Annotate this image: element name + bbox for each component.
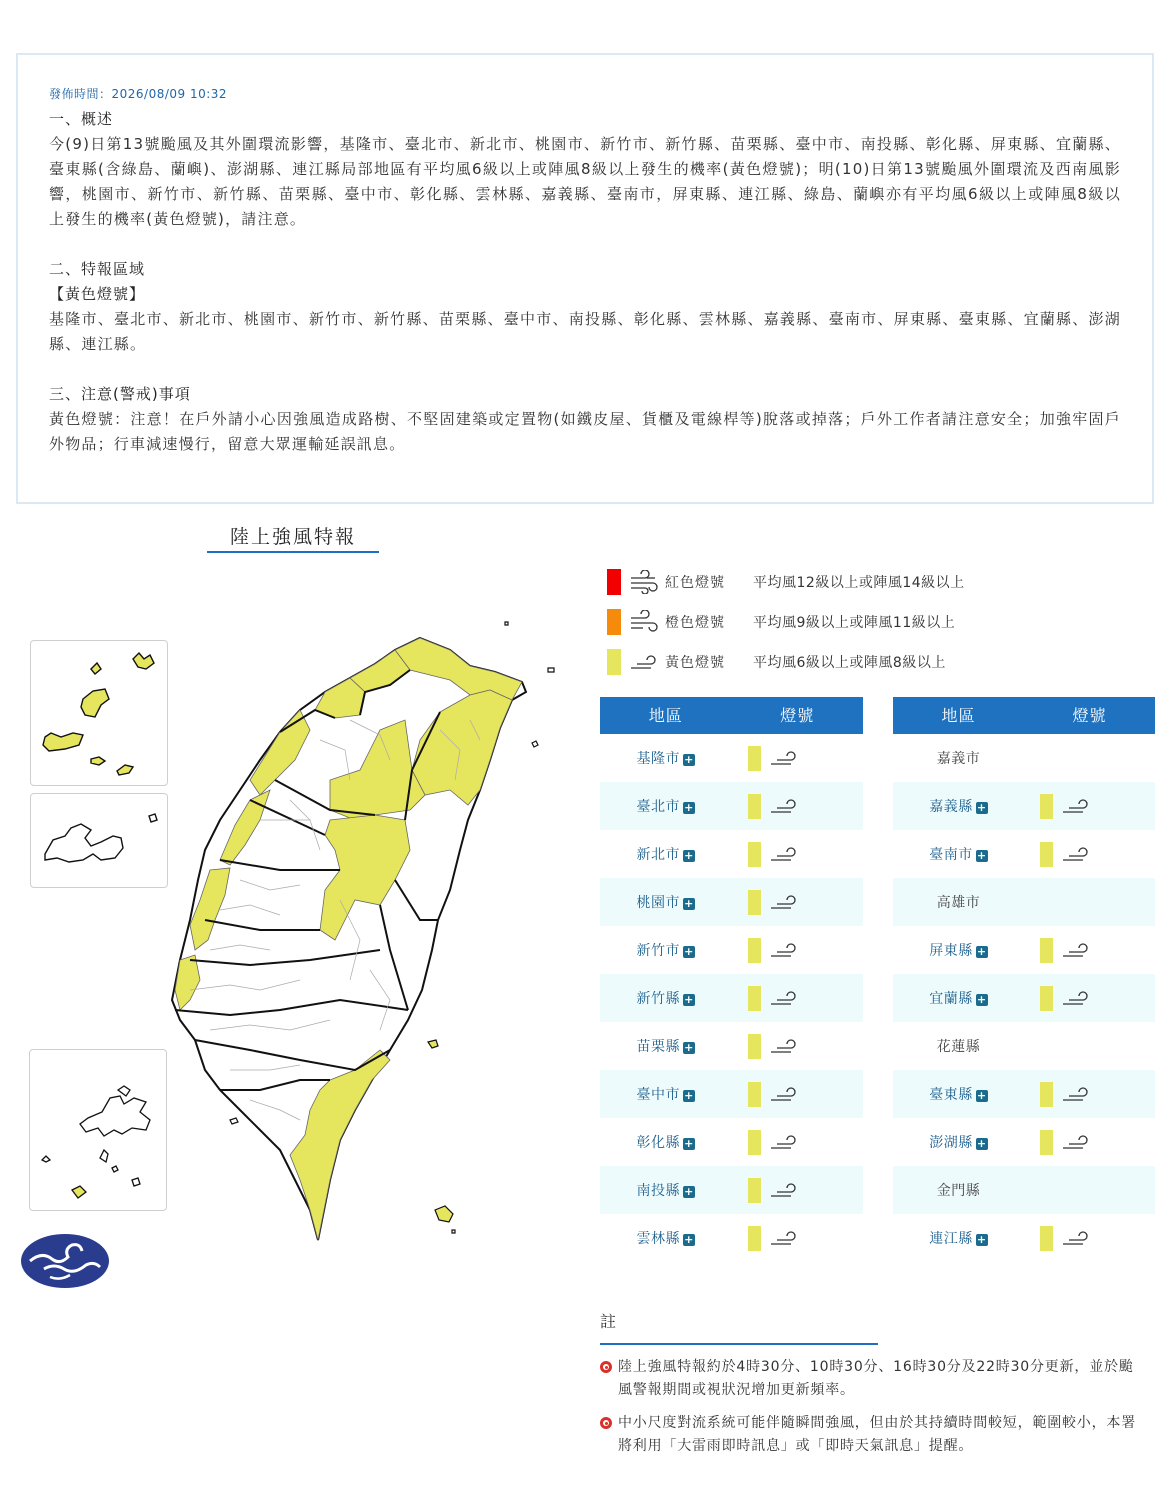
region-label: 嘉義市: [936, 751, 981, 767]
yellow-light-indicator: [1040, 938, 1053, 963]
table-row: [600, 1070, 863, 1118]
region-name[interactable]: [893, 844, 1024, 864]
expand-plus-icon[interactable]: +: [976, 1089, 987, 1102]
precautions-title: 三、注意(警戒)事項: [49, 385, 191, 403]
light-cell: [1024, 794, 1155, 819]
region-name[interactable]: [600, 1180, 732, 1200]
region-label[interactable]: 澎湖縣: [929, 1135, 973, 1151]
region-name[interactable]: [893, 988, 1024, 1008]
orange-swatch: [607, 609, 621, 635]
expand-plus-icon[interactable]: +: [684, 1089, 694, 1102]
legend-yellow-desc: 平均風6級以上或陣風8級以上: [753, 655, 946, 671]
wind-light-icon: [769, 1228, 797, 1248]
expand-plus-icon[interactable]: +: [684, 897, 694, 910]
legend-orange-desc: 平均風9級以上或陣風11級以上: [753, 615, 956, 631]
region-name[interactable]: [893, 1228, 1024, 1248]
notes-list: [600, 1356, 1148, 1468]
region-label[interactable]: 基隆市: [636, 751, 680, 767]
light-cell: [732, 938, 864, 963]
table-row: [893, 1166, 1155, 1214]
wind-light-icon: [769, 940, 797, 960]
wind-light-icon: [1061, 1132, 1089, 1152]
region-label[interactable]: 新北市: [636, 847, 680, 863]
light-cell: [732, 1130, 864, 1155]
yellow-light-indicator: [748, 794, 761, 819]
legend: [607, 562, 1147, 682]
wind-light-icon: [769, 1132, 797, 1152]
region-name[interactable]: [600, 1084, 732, 1104]
light-cell: [1024, 1130, 1155, 1155]
penghu-inset[interactable]: [29, 1049, 167, 1211]
expand-plus-icon[interactable]: +: [976, 849, 987, 862]
expand-plus-icon[interactable]: +: [684, 753, 694, 766]
wind-light-icon: [769, 1084, 797, 1104]
legend-red: [607, 562, 1147, 602]
yellow-light-indicator: [748, 986, 761, 1011]
region-table-left: [600, 697, 863, 1262]
matsu-inset[interactable]: [30, 640, 168, 786]
warning-area-body: 基隆市、臺北市、新北市、桃園市、新竹市、新竹縣、苗栗縣、臺中市、南投縣、彰化縣、雲林縣、嘉義縣、臺南市、屏東縣、臺東縣、宜蘭縣、澎湖縣、連江縣。: [49, 310, 1121, 353]
wind-light-icon: [769, 748, 797, 768]
table-row: [893, 1118, 1155, 1166]
region-label[interactable]: 彰化縣: [636, 1135, 680, 1151]
yellow-light-indicator: [1040, 794, 1053, 819]
region-name[interactable]: [893, 1084, 1024, 1104]
notice-box: [16, 53, 1154, 504]
light-cell: [732, 1034, 864, 1059]
wind-light-icon: [769, 892, 797, 912]
taiwan-main-map: [150, 620, 570, 1260]
legend-orange: [607, 602, 1147, 642]
table-row: [893, 830, 1155, 878]
region-name[interactable]: [893, 796, 1024, 816]
table-row: [893, 1070, 1155, 1118]
header-area: 地區: [648, 706, 683, 725]
yellow-swatch: [607, 649, 621, 675]
region-label[interactable]: 新竹市: [636, 943, 680, 959]
region-name[interactable]: [600, 988, 732, 1008]
legend-red-desc: 平均風12級以上或陣風14級以上: [753, 575, 965, 591]
expand-plus-icon[interactable]: +: [976, 945, 987, 958]
wind-medium-icon: [629, 610, 659, 634]
region-label[interactable]: 宜蘭縣: [929, 991, 973, 1007]
expand-plus-icon[interactable]: +: [976, 993, 987, 1006]
bullet-icon: [600, 1417, 612, 1429]
wind-strong-icon: [629, 570, 659, 594]
region-name[interactable]: [600, 1228, 732, 1248]
legend-red-name: 紅色燈號: [665, 575, 725, 591]
table-row: [893, 878, 1155, 926]
wind-light-icon: [1061, 844, 1089, 864]
taiwan-wind-map: [20, 560, 580, 1290]
region-name[interactable]: [600, 892, 732, 912]
region-name[interactable]: [893, 940, 1024, 960]
legend-yellow: [607, 642, 1147, 682]
publish-time: 發佈時間：2026/08/09 10:32: [49, 87, 228, 101]
light-cell: [732, 986, 864, 1011]
expand-plus-icon[interactable]: +: [684, 849, 694, 862]
region-label[interactable]: 桃園市: [636, 895, 680, 911]
light-cell: [732, 842, 864, 867]
light-cell: [1024, 986, 1155, 1011]
cwa-logo-icon: [20, 1233, 110, 1289]
note-item: [600, 1412, 1148, 1458]
region-label[interactable]: 雲林縣: [636, 1231, 680, 1247]
expand-plus-icon[interactable]: +: [684, 1233, 694, 1246]
yellow-light-indicator: [1040, 1082, 1053, 1107]
table-row: [600, 782, 863, 830]
overview-title: 一、概述: [49, 110, 114, 128]
region-name: [893, 1180, 1024, 1200]
table-row: [600, 1118, 863, 1166]
region-name[interactable]: [600, 748, 732, 768]
note-item: [600, 1356, 1148, 1402]
table-header: [600, 697, 863, 734]
wind-light-icon: [1061, 988, 1089, 1008]
wind-light-icon: [769, 1180, 797, 1200]
header-light: 燈號: [1072, 706, 1107, 725]
region-name[interactable]: [600, 796, 732, 816]
expand-plus-icon[interactable]: +: [684, 1041, 694, 1054]
notes-title: 註: [600, 1310, 878, 1345]
light-cell: [732, 1226, 864, 1251]
yellow-light-indicator: [748, 890, 761, 915]
light-cell: [1024, 842, 1155, 867]
yellow-light-indicator: [1040, 1130, 1053, 1155]
wind-light-icon: [1061, 796, 1089, 816]
region-label[interactable]: 臺南市: [929, 847, 973, 863]
expand-plus-icon[interactable]: +: [976, 1137, 987, 1150]
light-cell: [732, 746, 864, 771]
table-row: [600, 1166, 863, 1214]
region-label[interactable]: 苗栗縣: [636, 1039, 680, 1055]
region-name: [893, 892, 1024, 912]
table-row: [600, 878, 863, 926]
yellow-light-indicator: [748, 1130, 761, 1155]
red-swatch: [607, 569, 621, 595]
yellow-light-indicator: [748, 1034, 761, 1059]
region-label[interactable]: 新竹縣: [636, 991, 680, 1007]
yellow-light-indicator: [748, 1178, 761, 1203]
note-text: 陸上強風特報約於4時30分、10時30分、16時30分及22時30分更新，並於颱風警報期間或視狀況增加更新頻率。: [618, 1359, 1134, 1398]
yellow-light-indicator: [748, 1226, 761, 1251]
yellow-light-indicator: [748, 842, 761, 867]
table-header: [893, 697, 1155, 734]
wind-light-icon: [1061, 1228, 1089, 1248]
map-title: 陸上強風特報: [207, 525, 379, 553]
table-row: [893, 734, 1155, 782]
expand-plus-icon[interactable]: +: [684, 801, 694, 814]
region-label: 金門縣: [936, 1183, 981, 1199]
kinmen-inset[interactable]: [30, 793, 168, 888]
table-row: [893, 926, 1155, 974]
table-row: [600, 1022, 863, 1070]
table-row: [893, 782, 1155, 830]
overview-body: 今(9)日第13號颱風及其外圍環流影響，基隆市、臺北市、新北市、桃園市、新竹市、新竹縣、苗栗縣、臺中市、南投縣、彰化縣、屏東縣、宜蘭縣、臺東縣(含綠島、蘭嶼)、澎湖縣、連江縣局部地區有平均風6級以上或陣風8級以上發生的機率(黃色燈號)；明(10)日第13號颱風外圍環流及西南風影響，桃園市、新竹市、新竹縣、苗栗縣、臺中市、彰化縣、雲林縣、嘉義縣、臺南市，屏東縣、連江縣、綠島、蘭嶼亦有平均風6級以上或陣風8級以上發生的機率(黃色燈號)，請注意。: [49, 135, 1121, 228]
expand-plus-icon[interactable]: +: [976, 801, 987, 814]
region-label[interactable]: 屏東縣: [929, 943, 973, 959]
yellow-light-indicator: [1040, 1226, 1053, 1251]
region-label: 高雄市: [936, 895, 981, 911]
region-label[interactable]: 臺東縣: [929, 1087, 973, 1103]
header-area: 地區: [941, 706, 976, 725]
expand-plus-icon[interactable]: +: [684, 945, 694, 958]
region-name[interactable]: [600, 844, 732, 864]
table-row: [600, 734, 863, 782]
expand-plus-icon[interactable]: +: [976, 1233, 987, 1246]
wind-light-icon: [769, 844, 797, 864]
light-cell: [1024, 1226, 1155, 1251]
region-name: [893, 748, 1024, 768]
table-row: [600, 1214, 863, 1262]
expand-plus-icon[interactable]: +: [684, 993, 694, 1006]
region-label[interactable]: 南投縣: [636, 1183, 680, 1199]
table-row: [600, 974, 863, 1022]
wind-light-icon: [1061, 1084, 1089, 1104]
expand-plus-icon[interactable]: +: [684, 1185, 694, 1198]
region-label[interactable]: 連江縣: [929, 1231, 973, 1247]
region-name[interactable]: [600, 1036, 732, 1056]
region-label[interactable]: 嘉義縣: [929, 799, 973, 815]
warning-area-title: 二、特報區域: [49, 260, 146, 278]
region-name[interactable]: [600, 1132, 732, 1152]
bullet-icon: [600, 1361, 612, 1373]
wind-light-icon: [629, 650, 659, 674]
table-row: [600, 830, 863, 878]
wind-light-icon: [769, 796, 797, 816]
light-cell: [732, 1082, 864, 1107]
table-row: [893, 974, 1155, 1022]
light-cell: [732, 794, 864, 819]
legend-yellow-name: 黃色燈號: [665, 655, 725, 671]
region-name: [893, 1036, 1024, 1056]
light-cell: [732, 1178, 864, 1203]
light-cell: [732, 890, 864, 915]
region-label[interactable]: 臺北市: [636, 799, 680, 815]
wind-light-icon: [769, 988, 797, 1008]
yellow-light-indicator: [1040, 986, 1053, 1011]
table-row: [893, 1214, 1155, 1262]
yellow-light-indicator: [748, 746, 761, 771]
region-label[interactable]: 臺中市: [636, 1087, 680, 1103]
wind-light-icon: [1061, 940, 1089, 960]
region-label: 花蓮縣: [936, 1039, 981, 1055]
yellow-light-subtitle: 【黃色燈號】: [49, 285, 146, 303]
expand-plus-icon[interactable]: +: [684, 1137, 694, 1150]
header-light: 燈號: [780, 706, 815, 725]
legend-orange-name: 橙色燈號: [665, 615, 725, 631]
light-cell: [1024, 1082, 1155, 1107]
precautions-body: 黃色燈號：注意！在戶外請小心因強風造成路樹、不堅固建築或定置物(如鐵皮屋、貨櫃及電線桿等)脫落或掉落；戶外工作者請注意安全；加強牢固戶外物品；行車減速慢行，留意大眾運輸延誤訊息。: [49, 410, 1121, 453]
light-cell: [1024, 938, 1155, 963]
table-row: [600, 926, 863, 974]
region-table-right: [893, 697, 1155, 1262]
yellow-light-indicator: [748, 1082, 761, 1107]
region-name[interactable]: [600, 940, 732, 960]
yellow-light-indicator: [748, 938, 761, 963]
yellow-light-indicator: [1040, 842, 1053, 867]
note-text: 中小尺度對流系統可能伴隨瞬間強風，但由於其持續時間較短，範圍較小，本署將利用「大雷雨即時訊息」或「即時天氣訊息」提醒。: [618, 1415, 1136, 1454]
table-row: [893, 1022, 1155, 1070]
wind-light-icon: [769, 1036, 797, 1056]
region-name[interactable]: [893, 1132, 1024, 1152]
